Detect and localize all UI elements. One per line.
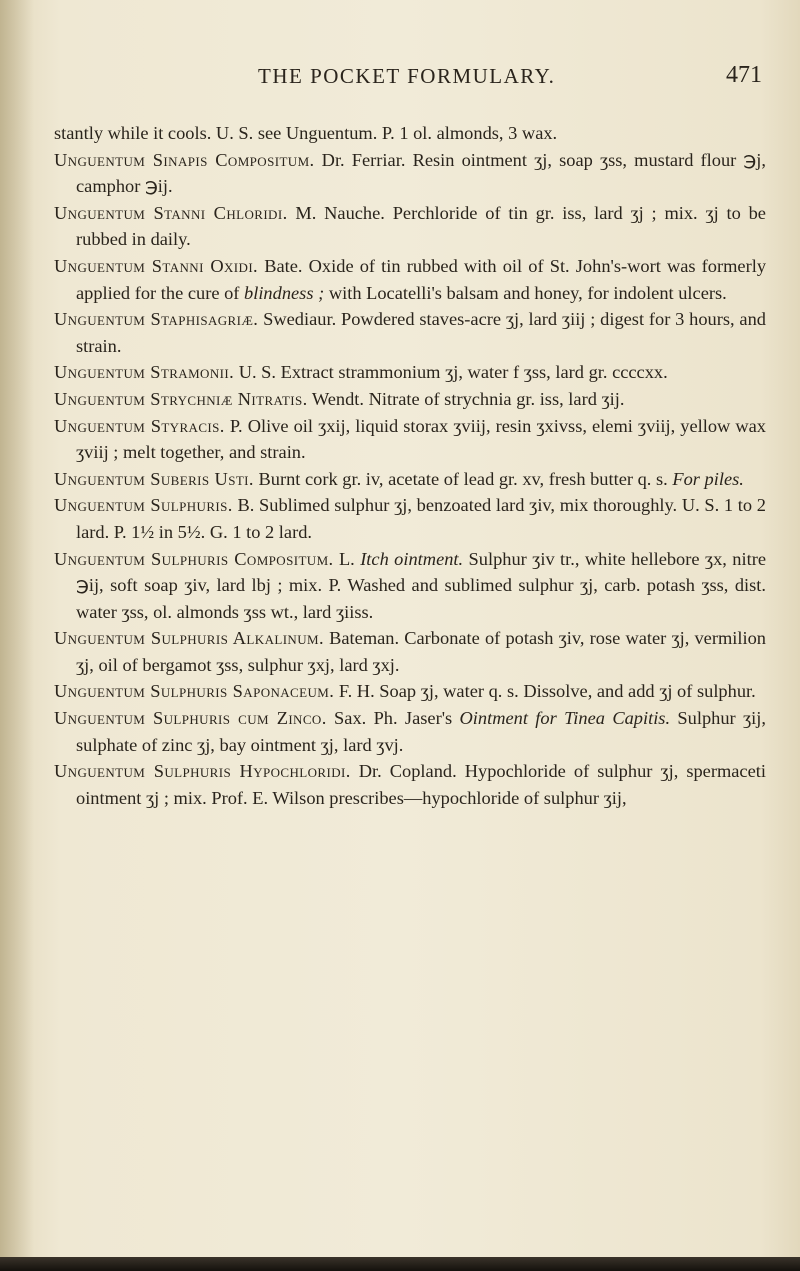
entry-heading: Unguentum Sinapis Compositum.	[54, 149, 315, 170]
entry-author: Bate.	[264, 255, 303, 276]
entry-heading: Unguentum Stramonii.	[54, 362, 235, 383]
formulary-entry	[54, 413, 766, 466]
entry-author: F. H.	[338, 681, 375, 702]
entry-author: Dr. Ferriar.	[321, 149, 406, 170]
page-number: 471	[726, 62, 762, 88]
entry-text: Carbonate of potash ʒiv, rose water ʒj, vermilion ʒj, oil of bergamot ʒss, sulphur ʒxj, lard ʒxj.	[76, 628, 766, 675]
entry-emphasis: Itch ointment.	[360, 548, 464, 569]
entry-text: Soap ʒj, water q. s. Dissolve, and add ʒj of sulphur.	[379, 681, 756, 702]
formulary-entry	[54, 758, 766, 811]
entry-author: M. Nauche.	[295, 202, 385, 223]
formulary-entry	[54, 625, 766, 678]
entry-heading: Unguentum Sulphuris Alkalinum.	[54, 628, 324, 649]
entry-heading: Unguentum Sulphuris Saponaceum.	[54, 681, 335, 702]
entry-emphasis: blindness ;	[244, 282, 325, 303]
formulary-entry	[54, 306, 766, 359]
page-bottom-edge	[0, 1257, 800, 1271]
formulary-entry	[54, 120, 766, 147]
formulary-entry	[54, 678, 766, 705]
entry-heading: Unguentum Sulphuris cum Zinco.	[54, 708, 327, 729]
entry-heading: Unguentum Staphisagriæ.	[54, 309, 259, 330]
entry-heading: Unguentum Sulphuris.	[54, 495, 233, 516]
entry-author: Sax. Ph. Jaser's	[334, 708, 453, 729]
entry-heading: Unguentum Strychniæ Nitratis.	[54, 388, 308, 409]
formulary-body	[54, 120, 766, 811]
formulary-entry	[54, 466, 766, 493]
entry-emphasis: Ointment for Tinea Capitis.	[459, 708, 671, 729]
entry-text-tail: with Locatelli's balsam and honey, for indolent ulcers.	[328, 282, 727, 303]
entry-author: Swediaur.	[263, 309, 337, 330]
entry-text: Oxide of tin rubbed with oil of St. John's-wort was formerly applied for the cure of	[76, 255, 767, 303]
entry-heading: Unguentum Stanni Chloridi.	[54, 202, 288, 223]
formulary-entry	[54, 147, 766, 200]
entry-heading: Unguentum Sulphuris Compositum.	[54, 548, 334, 569]
entry-heading: Unguentum Sulphuris Hypochloridi.	[54, 761, 351, 782]
entry-text: stantly while it cools. U. S. see Unguentum. P. 1 ol. almonds, 3 wax.	[54, 123, 558, 143]
formulary-entry	[54, 546, 766, 626]
entry-heading: Unguentum Styracis.	[54, 415, 225, 436]
entry-text: Burnt cork gr. iv, acetate of lead gr. xv, fresh butter q. s.	[258, 468, 668, 489]
entry-author: Wendt.	[311, 388, 364, 409]
entry-author: L.	[338, 548, 355, 569]
entry-text: Powdered staves-acre ʒj, lard ʒiij ; digest for 3 hours, and strain.	[76, 309, 766, 356]
entry-heading: Unguentum Stanni Oxidi.	[54, 255, 259, 276]
entry-author: Bateman.	[329, 628, 400, 649]
formulary-entry	[54, 386, 766, 413]
entry-text: Nitrate of strychnia gr. iss, lard ʒij.	[368, 388, 625, 409]
entry-author: Dr. Copland.	[358, 761, 457, 782]
entry-text: Sublimed sulphur ʒj, benzoated lard ʒiv, mix thoroughly. U. S. 1 to 2 lard. P. 1½ in 5½. G. 1 to 2 lard.	[76, 495, 766, 542]
gutter-shadow	[0, 0, 34, 1271]
entry-author: B.	[237, 495, 255, 516]
formulary-entry	[54, 253, 766, 306]
entry-heading: Unguentum Suberis Usti.	[54, 468, 254, 489]
formulary-entry	[54, 492, 766, 545]
running-head: THE POCKET FORMULARY.	[258, 64, 556, 88]
entry-text: Resin ointment ʒj, soap ʒss, mustard flour ℈j, camphor ℈ij.	[76, 149, 766, 197]
entry-text-tail: Sulphur ʒij, sulphate of zinc ʒj, bay ointment ʒj, lard ʒvj.	[76, 708, 766, 755]
entry-emphasis: For piles.	[672, 468, 744, 489]
entry-author: P.	[229, 415, 243, 436]
formulary-entry	[54, 705, 766, 758]
entry-author: U. S.	[238, 362, 277, 383]
entry-text: Olive oil ʒxij, liquid storax ʒviij, resin ʒxivss, elemi ʒviij, yellow wax ʒviij ; melt together, and strain.	[76, 415, 766, 463]
entry-text: Extract strammonium ʒj, water f ʒss, lard gr. ccccxx.	[280, 362, 668, 383]
entry-text-tail: Sulphur ʒiv tr., white hellebore ʒx, nitre ℈ij, soft soap ʒiv, lard lbj ; mix. P. Washed and sublimed sulphur ʒj, carb. potash ʒss, dist. water ʒss, ol. almonds ʒss wt., lard ʒiiss.	[76, 548, 766, 622]
entry-text: Perchloride of tin gr. iss, lard ʒj ; mix. ʒj to be rubbed in daily.	[76, 202, 766, 250]
entry-text: Hypochloride of sulphur ʒj, spermaceti ointment ʒj ; mix. Prof. E. Wilson prescribes—hypochloride of sulphur ʒij,	[76, 761, 766, 808]
formulary-entry	[54, 359, 766, 386]
formulary-entry	[54, 200, 766, 253]
